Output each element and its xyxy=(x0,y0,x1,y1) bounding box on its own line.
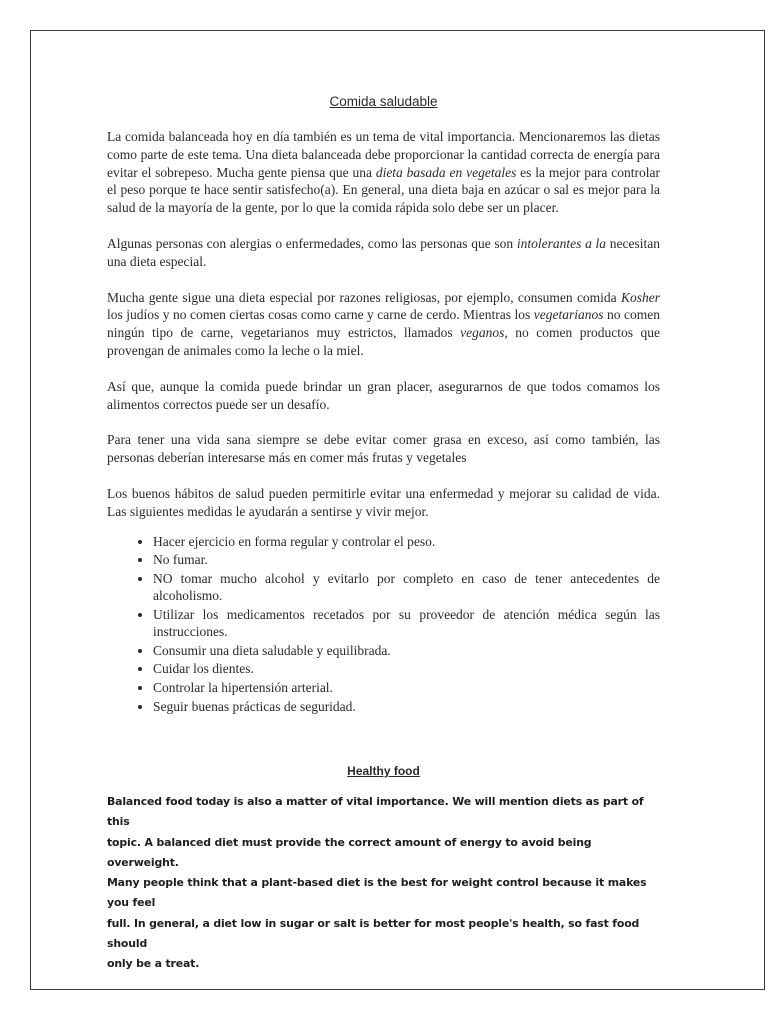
document-body xyxy=(107,93,660,975)
text-run: La comida balanceada hoy en día también es un tema de vital importancia. Mencionaremos las dietas como parte de este tema. Una dieta balanceada debe proporcionar la cantidad correcta de energía para evitar el sobrepeso. Mucha gente piensa que una xyxy=(107,129,660,180)
paragraph-intro xyxy=(107,128,660,217)
english-paragraph xyxy=(107,792,660,975)
text-run: no comen productos que provengan de animales como la leche o la miel. xyxy=(107,325,660,358)
paragraph-habits: Los buenos hábitos de salud pueden permitirle evitar una enfermedad y mejorar su calidad de vida. Las siguientes medidas le ayudarán a sentirse y vivir mejor. xyxy=(107,485,660,519)
text-run: no comen ningún tipo de carne, vegetarianos muy estrictos, llamados xyxy=(107,307,660,341)
paragraph-healthy-life: Para tener una vida sana siempre se debe evitar comer grasa en exceso, así como también, las personas deberían interesarse más en comer más frutas y vegetales xyxy=(107,432,660,466)
list-item: • No fumar. xyxy=(153,551,660,568)
italic-run: vegetarianos xyxy=(533,307,604,323)
list-item: • Controlar la hipertensión arterial. xyxy=(153,679,660,696)
italic-run: intolerantes a la xyxy=(516,235,607,251)
paragraph-pleasure: Así que, aunque la comida puede brindar un gran placer, asegurarnos de que todos comamos los alimentos correctos puede ser un desafío. xyxy=(107,378,660,412)
text-run: Algunas personas con alergias o enfermedades, como las personas que son xyxy=(107,235,517,251)
text-run: es la mejor para controlar el peso porque te hace sentir satisfecho(a). En general, una dieta baja en azúcar o sal es mejor para la salud de la mayoría de la gente, por lo que la comida rápida solo debe ser un placer. xyxy=(107,164,660,216)
italic-run: veganos, xyxy=(460,325,508,341)
list-item: • NO tomar mucho alcohol y evitarlo por completo en caso de tener antecedentes de alcoholismo. xyxy=(153,570,660,605)
english-section-title: Healthy food xyxy=(347,763,420,778)
list-item: • Seguir buenas prácticas de seguridad. xyxy=(153,698,660,715)
list-item: • Cuidar los dientes. xyxy=(153,660,660,677)
list-item: • Consumir una dieta saludable y equilibrada. xyxy=(153,642,660,659)
text-run: Mucha gente sigue una dieta especial por razones religiosas, por ejemplo, consumen comida xyxy=(107,289,621,305)
italic-run: dieta basada en vegetales xyxy=(375,164,517,180)
english-line: Many people think that a plant-based diet is the best for weight control because it makes you feel xyxy=(107,876,647,910)
english-line: Balanced food today is also a matter of vital importance. We will mention diets as part of this xyxy=(107,794,644,829)
english-line: only be a treat. xyxy=(107,957,200,971)
english-line: topic. A balanced diet must provide the correct amount of energy to avoid being overweight. xyxy=(107,835,592,869)
text-run: necesitan una dieta especial. xyxy=(107,235,660,269)
document-title: Comida saludable xyxy=(329,94,438,109)
paragraph-allergies xyxy=(107,235,660,271)
italic-run: Kosher xyxy=(620,289,660,305)
list-item: • Hacer ejercicio en forma regular y controlar el peso. xyxy=(153,533,660,550)
measures-list xyxy=(107,533,660,715)
english-line: full. In general, a diet low in sugar or salt is better for most people's health, so fast food should xyxy=(107,916,640,950)
text-run: los judíos y no comen ciertas cosas como carne y carne de cerdo. Mientras los xyxy=(107,307,534,323)
list-item: • Utilizar los medicamentos recetados por su proveedor de atención médica según las instrucciones. xyxy=(153,606,660,641)
paragraph-religious-diets xyxy=(107,289,660,360)
